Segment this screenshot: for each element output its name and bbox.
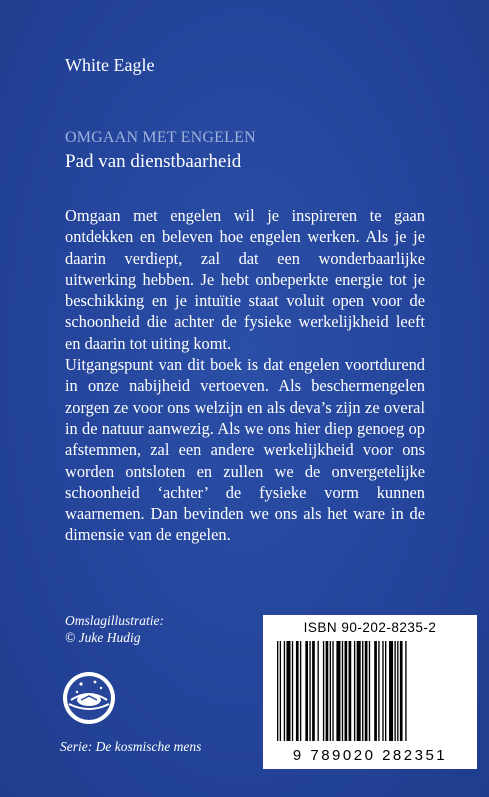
barcode-bar <box>397 641 398 741</box>
barcode-bar <box>326 641 329 741</box>
credit-name: © Juke Hudig <box>65 630 141 645</box>
barcode-bar <box>300 641 301 741</box>
barcode-bar <box>336 641 340 741</box>
barcode-bar <box>389 641 393 741</box>
barcode-bar <box>292 641 293 741</box>
series-name: Serie: De kosmische mens <box>60 739 202 754</box>
barcode-bar <box>318 641 319 741</box>
barcode-bar <box>354 641 355 741</box>
barcode-bar <box>345 641 348 741</box>
barcode-bar <box>330 641 331 741</box>
cover-credit <box>65 612 164 646</box>
barcode-bar <box>378 641 379 741</box>
credit-label: Omslagillustratie: <box>65 613 165 628</box>
barcode-bar <box>405 641 406 741</box>
book-subtitle: Pad van dienstbaarheid <box>65 151 242 172</box>
isbn-text: ISBN 90-202-8235-2 <box>303 620 437 635</box>
barcode-bar <box>305 641 308 741</box>
barcode-bars <box>273 641 467 741</box>
barcode-bar <box>286 641 290 741</box>
barcode-bar <box>385 641 386 741</box>
barcode-bar <box>394 641 395 741</box>
barcode-bar <box>309 641 310 741</box>
barcode-bar <box>280 641 281 741</box>
barcode-bar <box>400 641 403 741</box>
isbn-barcode <box>263 615 477 769</box>
barcode-bar <box>382 641 383 741</box>
blurb-paragraph: Uitgangspunt van dit boek is dat engelen voortdurend in onze nabijheid vertoeven. Als beschermengelen zorgen ze voor ons welzijn en als deva’s zijn ze overal in de natuur aanwezig. Als we ons hier diep genoeg op afstemmen, zal een andere werkelijkheid voor ons worden ontsloten en zullen we de onvergetelijke schoonheid ‘achter’ de fysieke vorm kunnen waarnemen. Dan bevinden we ons als het ware in de dimensie van de engelen. <box>65 355 425 545</box>
barcode-bar <box>369 641 370 741</box>
barcode-bar <box>357 641 361 741</box>
book-title: OMGAAN MET ENGELEN <box>65 129 256 146</box>
barcode-bar <box>284 641 285 741</box>
back-cover-blurb <box>65 205 425 546</box>
ean-number: 9 789020 282351 <box>292 747 448 764</box>
publisher-globe-logo-icon <box>61 670 117 726</box>
barcode-bar <box>323 641 324 741</box>
barcode-bar <box>349 641 352 741</box>
barcode-bar <box>362 641 363 741</box>
barcode-bar <box>374 641 377 741</box>
barcode-bar <box>342 641 343 741</box>
barcode-bar <box>312 641 315 741</box>
barcode-bar <box>277 641 278 741</box>
barcode-bar <box>332 641 333 741</box>
barcode-bar <box>296 641 299 741</box>
blurb-paragraph: Omgaan met engelen wil je inspireren te gaan ontdekken en beleven hoe engelen werken. Als je je daarin verdiept, zal dat een wonderbaarlijke uitwerking hebben. Je hebt onbeperkte energie tot je beschikking en je intuïtie staat voluit open voor de schoonheid die achter de fysieke werkelijkheid leeft en daarin tot uiting komt. <box>65 206 425 353</box>
author-name: White Eagle <box>65 55 155 75</box>
barcode-bar <box>365 641 368 741</box>
